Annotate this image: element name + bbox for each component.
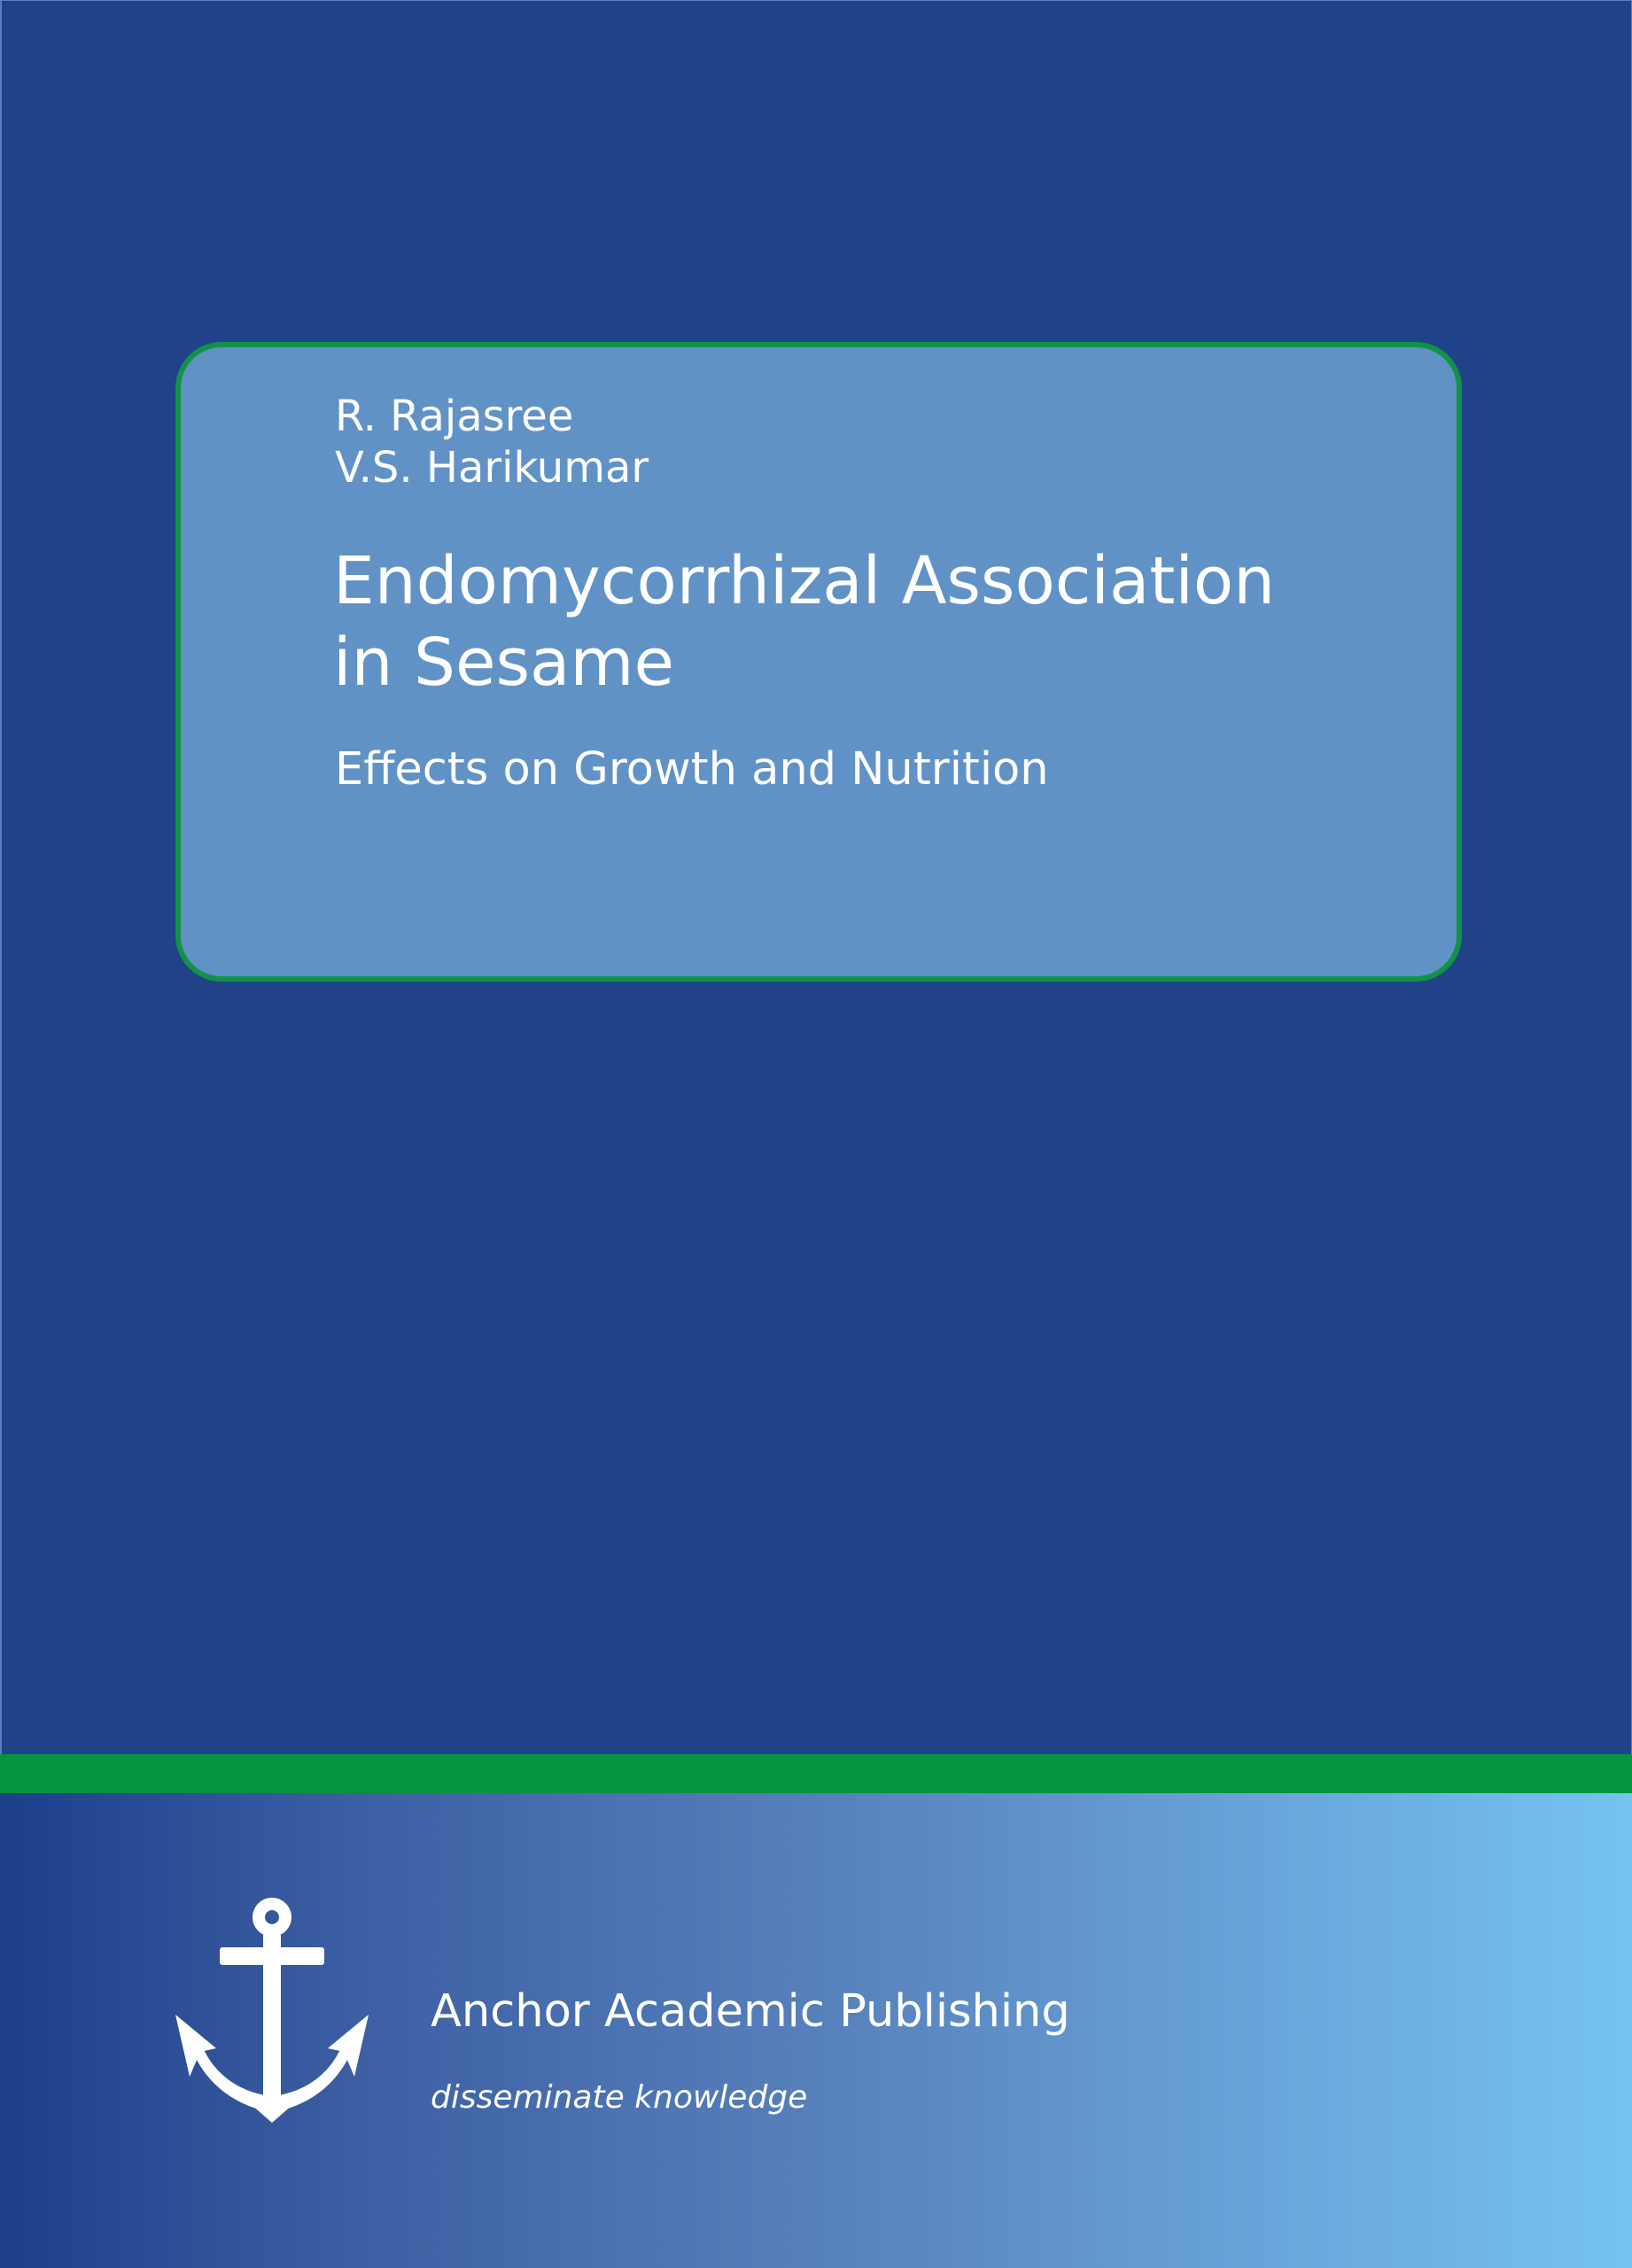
- book-title: [333, 540, 1449, 703]
- author-name: R. Rajasree: [335, 392, 574, 441]
- accent-band: [0, 1754, 1632, 1793]
- publisher-tagline: disseminate knowledge: [431, 2079, 808, 2116]
- author-name: V.S. Harikumar: [335, 443, 649, 493]
- book-title-line: Endomycorrhizal Association: [333, 543, 1276, 619]
- book-title-line: in Sesame: [333, 625, 674, 701]
- anchor-icon: [174, 1896, 370, 2123]
- book-subtitle: Effects on Growth and Nutrition: [335, 743, 1049, 796]
- publisher-name: Anchor Academic Publishing: [431, 1985, 1070, 2038]
